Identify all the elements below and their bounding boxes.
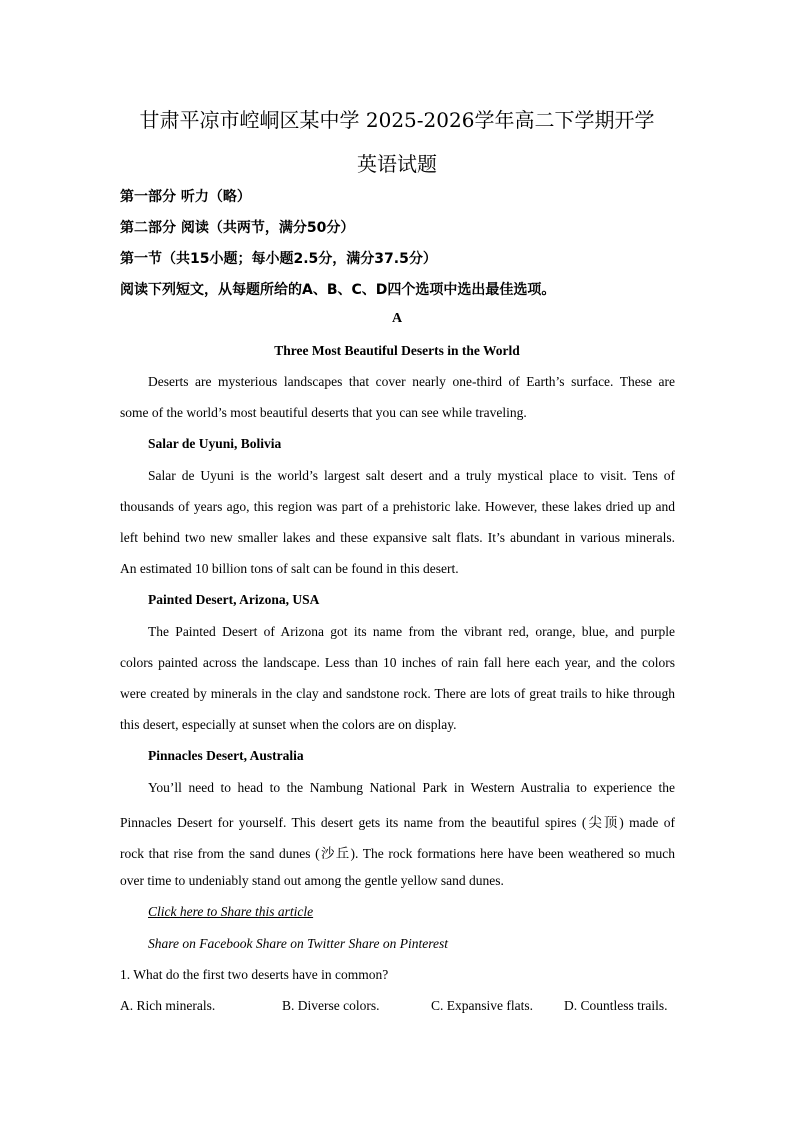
share-social-row: Share on Facebook Share on Twitter Share on Pinterest <box>148 936 448 951</box>
paragraph-line: The Painted Desert of Arizona got its name from the vibrant red, orange, blue, and purple <box>148 624 675 639</box>
paragraph-line: left behind two new smaller lakes and these expansive salt flats. It’s abundant in various minerals. <box>120 530 675 545</box>
exam-title-line1: 甘肃平凉市崆峒区某中学 2025-2026学年高二下学期开学 <box>139 108 655 132</box>
part-two-heading: 第二部分 阅读（共两节，满分50分） <box>120 220 355 236</box>
passage-label: A <box>391 311 403 326</box>
share-article-link[interactable]: Click here to Share this article <box>148 904 314 919</box>
option-c: C. Expansive flats. <box>431 998 533 1013</box>
part-one-heading: 第一部分 听力（略） <box>120 189 251 205</box>
passage-title: Three Most Beautiful Deserts in the World <box>274 343 520 358</box>
reading-instruction: 阅读下列短文，从每题所给的A、B、C、D四个选项中选出最佳选项。 <box>120 282 556 298</box>
desert-heading-painted: Painted Desert, Arizona, USA <box>148 592 320 607</box>
question-stem: 1. What do the first two deserts have in common? <box>120 967 389 982</box>
intro-line: Deserts are mysterious landscapes that cover nearly one-third of Earth’s surface. These are <box>148 374 675 389</box>
option-a: A. Rich minerals. <box>120 998 216 1013</box>
desert-heading-salar: Salar de Uyuni, Bolivia <box>148 436 282 451</box>
exam-title-line2: 英语试题 <box>357 152 437 176</box>
paragraph-line: this desert, especially at sunset when the colors are on display. <box>120 717 457 732</box>
paragraph-line: Salar de Uyuni is the world’s largest salt desert and a truly mystical place to visit. Tens of <box>148 468 675 483</box>
paragraph-line: colors painted across the landscape. Less than 10 inches of rain fall here each year, and the colors <box>120 655 675 670</box>
intro-line: some of the world’s most beautiful deserts that you can see while traveling. <box>120 405 527 420</box>
option-d: D. Countless trails. <box>564 998 668 1013</box>
paragraph-line: You’ll need to head to the Nambung National Park in Western Australia to experience the <box>148 780 675 795</box>
paragraph-line: were created by minerals in the clay and sandstone rock. There are lots of great trails to hike through <box>120 686 675 701</box>
section-one-heading: 第一节（共15小题；每小题2.5分，满分37.5分） <box>120 251 437 267</box>
desert-heading-pinnacles: Pinnacles Desert, Australia <box>148 748 304 763</box>
paragraph-line: rock that rise from the sand dunes (沙丘). The rock formations here have been weathered so much <box>120 846 675 861</box>
paragraph-line: thousands of years ago, this region was part of a prehistoric lake. However, these lakes dried up and <box>120 499 675 514</box>
paragraph-line: An estimated 10 billion tons of salt can be found in this desert. <box>120 561 459 576</box>
option-b: B. Diverse colors. <box>282 998 380 1013</box>
paragraph-line: over time to undeniably stand out among the gentle yellow sand dunes. <box>120 873 504 888</box>
paragraph-line: Pinnacles Desert for yourself. This desert gets its name from the beautiful spires (尖顶) made of <box>120 815 675 830</box>
